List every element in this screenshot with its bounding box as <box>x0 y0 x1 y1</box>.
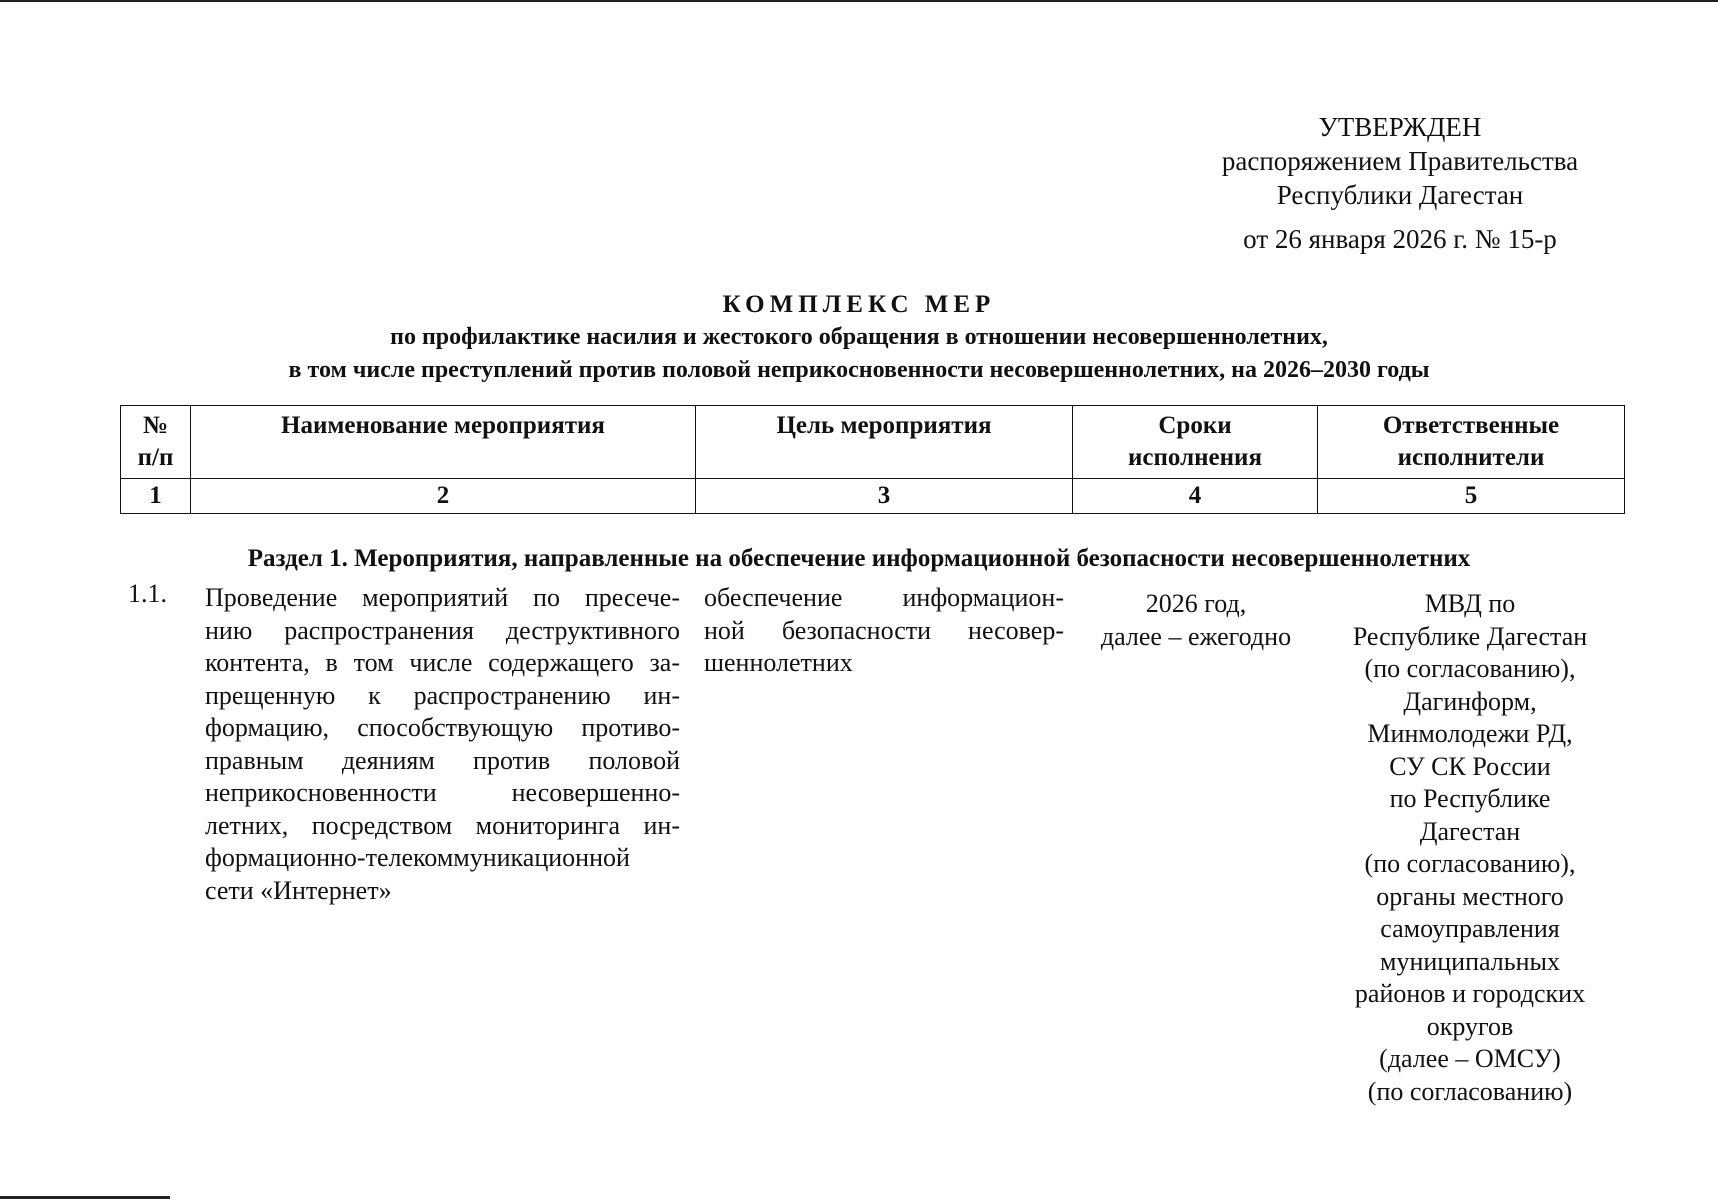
table-header-row <box>121 406 1625 479</box>
measure-goal-line: ной безопасности несовер- <box>704 615 1064 645</box>
column-number-1: 1 <box>121 479 191 514</box>
measure-term-line: 2026 год, <box>1145 589 1247 618</box>
responsible-line: Минмолодежи РД, <box>1367 719 1573 748</box>
column-header-number: № п/п <box>121 406 191 479</box>
approval-line-2: распоряжением Правительства <box>1221 146 1579 176</box>
section-title: Раздел 1. Мероприятия, направленные на обеспечение информационной безопасности несовершеннолетних <box>247 545 1471 572</box>
measure-name-line: неприкосновенности несовершенно- <box>205 778 680 807</box>
measure-term-line: далее – ежегодно <box>1100 621 1292 651</box>
responsible-line: СУ СК России <box>1389 751 1551 781</box>
column-header-goal: Цель мероприятия <box>696 406 1073 479</box>
responsible-line: муниципальных <box>1379 946 1560 976</box>
measure-goal <box>704 582 1064 680</box>
responsible-line: районов и городских <box>1354 979 1586 1008</box>
column-number-4: 4 <box>1073 479 1318 514</box>
row-number: 1.1. <box>128 579 167 608</box>
approval-heading: УТВЕРЖДЕН <box>1318 112 1482 142</box>
document-title-line-2: по профилактике насилия и жестокого обращения в отношении несовершеннолетних, <box>390 324 1328 350</box>
document-title-line-3: в том числе преступлений против половой неприкосновенности несовершеннолетних, на 2026–2030 годы <box>288 357 1430 383</box>
responsible-line: МВД по <box>1424 589 1516 618</box>
responsible-line: Дагинформ, <box>1403 686 1537 716</box>
column-number-row <box>121 479 1625 514</box>
measure-term <box>1082 588 1310 653</box>
approval-date: от 26 января 2026 г. № 15-р <box>1243 224 1557 254</box>
responsible-line: (по согласованию), <box>1364 849 1576 878</box>
responsible-line: округов <box>1426 1011 1514 1041</box>
approval-stamp <box>1190 110 1610 256</box>
responsible-line: (по согласованию), <box>1364 654 1576 683</box>
measure-goal-line: шеннолетних <box>704 648 853 677</box>
document-title <box>0 288 1718 387</box>
measure-name-line: Проведение мероприятий по пресече- <box>205 583 680 612</box>
responsible-line: самоуправления <box>1380 914 1560 943</box>
measure-name-line: контента, в том числе содержащего за- <box>205 648 680 677</box>
column-number-3: 3 <box>696 479 1073 514</box>
responsible-line: по Республике <box>1389 784 1551 813</box>
measure-name-line: нию распространения деструктивного <box>205 615 680 645</box>
measure-responsible <box>1330 588 1610 1108</box>
approval-line-3: Республики Дагестан <box>1276 180 1524 210</box>
measure-name-line: летних, посредством мониторинга ин- <box>205 810 680 840</box>
responsible-line: (далее – ОМСУ) <box>1379 1044 1561 1073</box>
column-number-5: 5 <box>1318 479 1625 514</box>
column-number-2: 2 <box>191 479 696 514</box>
measure-name-line: прещенную к распространению ин- <box>205 680 680 710</box>
measure-goal-line: обеспечение информацион- <box>704 583 1064 612</box>
measure-name-line: формацию, способствующую противо- <box>205 713 680 742</box>
responsible-line: органы местного <box>1376 881 1564 911</box>
column-header-term: Сроки исполнения <box>1073 406 1318 479</box>
measure-name-line: сети «Интернет» <box>205 875 392 905</box>
responsible-line: Республике Дагестан <box>1352 621 1588 651</box>
responsible-line: Дагестан <box>1419 816 1521 846</box>
page-top-edge <box>0 0 1718 2</box>
measure-name-line: формационно-телекоммуникационной <box>205 843 630 872</box>
measure-name-line: правным деяниям против половой <box>205 745 680 775</box>
column-header-responsible: Ответственные исполнители <box>1318 406 1625 479</box>
responsible-line: (по согласованию) <box>1367 1076 1573 1106</box>
page-bottom-edge <box>0 1196 170 1199</box>
column-header-name: Наименование мероприятия <box>191 406 696 479</box>
measures-table-header <box>120 405 1625 514</box>
document-title-main: КОМПЛЕКС МЕР <box>722 291 996 318</box>
measure-name <box>205 582 680 907</box>
